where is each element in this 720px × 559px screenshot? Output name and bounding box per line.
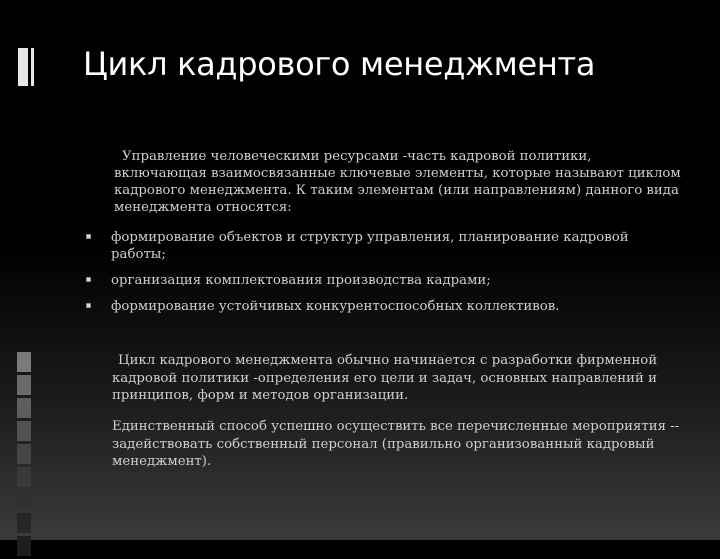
- intro-paragraph: Управление человеческими ресурсами -часть кадровой политики, включающая взаимосвязанные ключевые элементы, которые называют циклом кадрового менеджмента. К таким элементам (или направлениям) данного вида менеджмента относятся:: [114, 149, 681, 215]
- decorative-block: [17, 513, 31, 533]
- decorative-bar-line: [31, 48, 34, 86]
- decorative-bar-block: [18, 48, 28, 86]
- intro-block: [114, 148, 684, 216]
- square-bullet-icon: [86, 277, 91, 282]
- decorative-block: [17, 421, 31, 441]
- list-item-text: формирование объектов и структур управления, планирование кадровой работы;: [111, 230, 629, 262]
- decorative-block: [17, 398, 31, 418]
- decorative-block: [17, 375, 31, 395]
- decorative-gradient-blocks: [17, 352, 31, 559]
- list-item-text: формирование устойчивых конкурентоспособных коллективов.: [111, 299, 560, 314]
- bullet-list: [86, 229, 686, 324]
- list-item: [86, 298, 686, 315]
- cycle-paragraph: Цикл кадрового менеджмента обычно начинается с разработки фирменной кадровой политики -определения его цели и задач, основных направлений и принципов, форм и методов организации.: [112, 353, 658, 403]
- square-bullet-icon: [86, 303, 91, 308]
- decorative-block: [17, 352, 31, 372]
- slide-title: Цикл кадрового менеджмента: [83, 45, 596, 83]
- decorative-block: [17, 490, 31, 510]
- decorative-block: [17, 444, 31, 464]
- decorative-block: [17, 536, 31, 556]
- list-item-text: организация комплектования производства кадрами;: [111, 273, 491, 288]
- conclusion-paragraph: Единственный способ успешно осуществить все перечисленные мероприятия -- задействовать собственный персонал (правильно организованный кадровый менеджмент).: [112, 419, 680, 469]
- list-item: [86, 272, 686, 289]
- square-bullet-icon: [86, 234, 91, 239]
- decorative-block: [17, 467, 31, 487]
- list-item: [86, 229, 686, 263]
